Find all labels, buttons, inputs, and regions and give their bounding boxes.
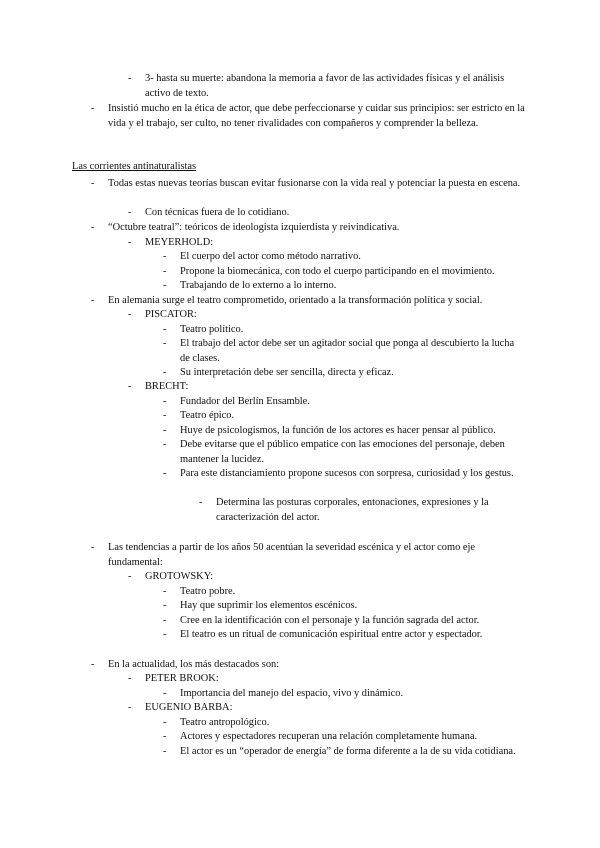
bullet-dash: - [91, 542, 95, 553]
item-text: EUGENIO BARBA: [145, 702, 233, 713]
item-text: GROTOWSKY: [145, 571, 214, 582]
item-text: Huye de psicologismos, la función de los actores es hacer pensar al público. [180, 425, 496, 436]
bullet-dash: - [163, 410, 167, 421]
bullet-dash: - [163, 367, 167, 378]
bullet-dash: - [163, 425, 167, 436]
item-text: Cree en la identificación con el personaje y la función sagrada del actor. [180, 615, 480, 626]
bullet-dash: - [163, 439, 167, 450]
bullet-dash: - [91, 295, 95, 306]
item-text: MEYERHOLD: [145, 237, 214, 248]
item-text: Teatro político. [180, 324, 244, 335]
item-text: PISCATOR: [145, 309, 197, 320]
item-text: PETER BROOK: [145, 673, 219, 684]
bullet-dash: - [91, 103, 95, 114]
bullet-dash: - [163, 266, 167, 277]
bullet-dash: - [163, 586, 167, 597]
item-text: Teatro épico. [180, 410, 235, 421]
item-text: Insistió mucho en la ética de actor, que debe perfeccionarse y cuidar sus principios: ser estricto en la vida y el trabajo, ser culto, no tener rivalidades con compañeros y comprender la belleza. [108, 103, 525, 129]
bullet-dash: - [128, 381, 132, 392]
bullet-dash: - [163, 731, 167, 742]
item-text: El actor es un “operador de energía” de forma diferente a la de su vida cotidiana. [180, 746, 516, 757]
bullet-dash: - [91, 178, 95, 189]
bullet-dash: - [128, 207, 132, 218]
bullet-dash: - [163, 324, 167, 335]
bullet-dash: - [128, 309, 132, 320]
bullet-dash: - [163, 600, 167, 611]
item-text: Para este distanciamiento propone sucesos con sorpresa, curiosidad y los gestus. [180, 468, 514, 479]
bullet-dash: - [128, 673, 132, 684]
bullet-dash: - [163, 468, 167, 479]
item-text: El cuerpo del actor como método narrativo. [180, 251, 361, 262]
section-heading: Las corrientes antinaturalistas [72, 161, 197, 172]
bullet-dash: - [163, 396, 167, 407]
item-text: 3- hasta su muerte: abandona la memoria a favor de las actividades físicas y el análisis activo de texto. [145, 73, 505, 99]
bullet-dash: - [91, 659, 95, 670]
item-text: Hay que suprimir los elementos escénicos. [180, 600, 358, 611]
item-text: Teatro antropológico. [180, 717, 270, 728]
item-text: Importancia del manejo del espacio, vivo y dinámico. [180, 688, 404, 699]
bullet-dash: - [163, 251, 167, 262]
item-text: El teatro es un ritual de comunicación espiritual entre actor y espectador. [180, 629, 483, 640]
bullet-dash: - [128, 571, 132, 582]
item-text: Teatro pobre. [180, 586, 236, 597]
bullet-dash: - [163, 688, 167, 699]
item-text: Propone la biomecánica, con todo el cuerpo participando en el movimiento. [180, 266, 495, 277]
item-text: En alemania surge el teatro comprometido, orientado a la transformación política y social. [108, 295, 483, 306]
item-text: Las tendencias a partir de los años 50 acentúan la severidad escénica y el actor como eje fundamental: [108, 542, 475, 568]
item-text: Su interpretación debe ser sencilla, directa y eficaz. [180, 367, 394, 378]
bullet-dash: - [128, 73, 132, 84]
bullet-dash: - [163, 717, 167, 728]
bullet-dash: - [128, 237, 132, 248]
bullet-dash: - [163, 615, 167, 626]
item-text: Fundador del Berlín Ensamble. [180, 396, 310, 407]
item-text: Trabajando de lo externo a lo interno. [180, 280, 337, 291]
item-text: Actores y espectadores recuperan una relación completamente humana. [180, 731, 478, 742]
bullet-dash: - [163, 280, 167, 291]
item-text: El trabajo del actor debe ser un agitador social que ponga al descubierto la lucha de clases. [180, 338, 515, 364]
bullet-dash: - [199, 497, 203, 508]
item-text: Con técnicas fuera de lo cotidiano. [145, 207, 290, 218]
bullet-dash: - [163, 338, 167, 349]
item-text: Todas estas nuevas teorías buscan evitar fusionarse con la vida real y potenciar la puesta en escena. [108, 178, 521, 189]
item-text: Debe evitarse que el público empatice con las emociones del personaje, deben mantener la lucidez. [180, 439, 505, 465]
bullet-dash: - [163, 629, 167, 640]
item-text: BRECHT: [145, 381, 189, 392]
bullet-dash: - [128, 702, 132, 713]
item-text: Determina las posturas corporales, entonaciones, expresiones y la caracterización del actor. [216, 497, 489, 523]
item-text: “Octubre teatral”: teóricos de ideologista izquierdista y reivindicativa. [108, 222, 400, 233]
bullet-dash: - [91, 222, 95, 233]
item-text: En la actualidad, los más destacados son: [108, 659, 280, 670]
bullet-dash: - [163, 746, 167, 757]
